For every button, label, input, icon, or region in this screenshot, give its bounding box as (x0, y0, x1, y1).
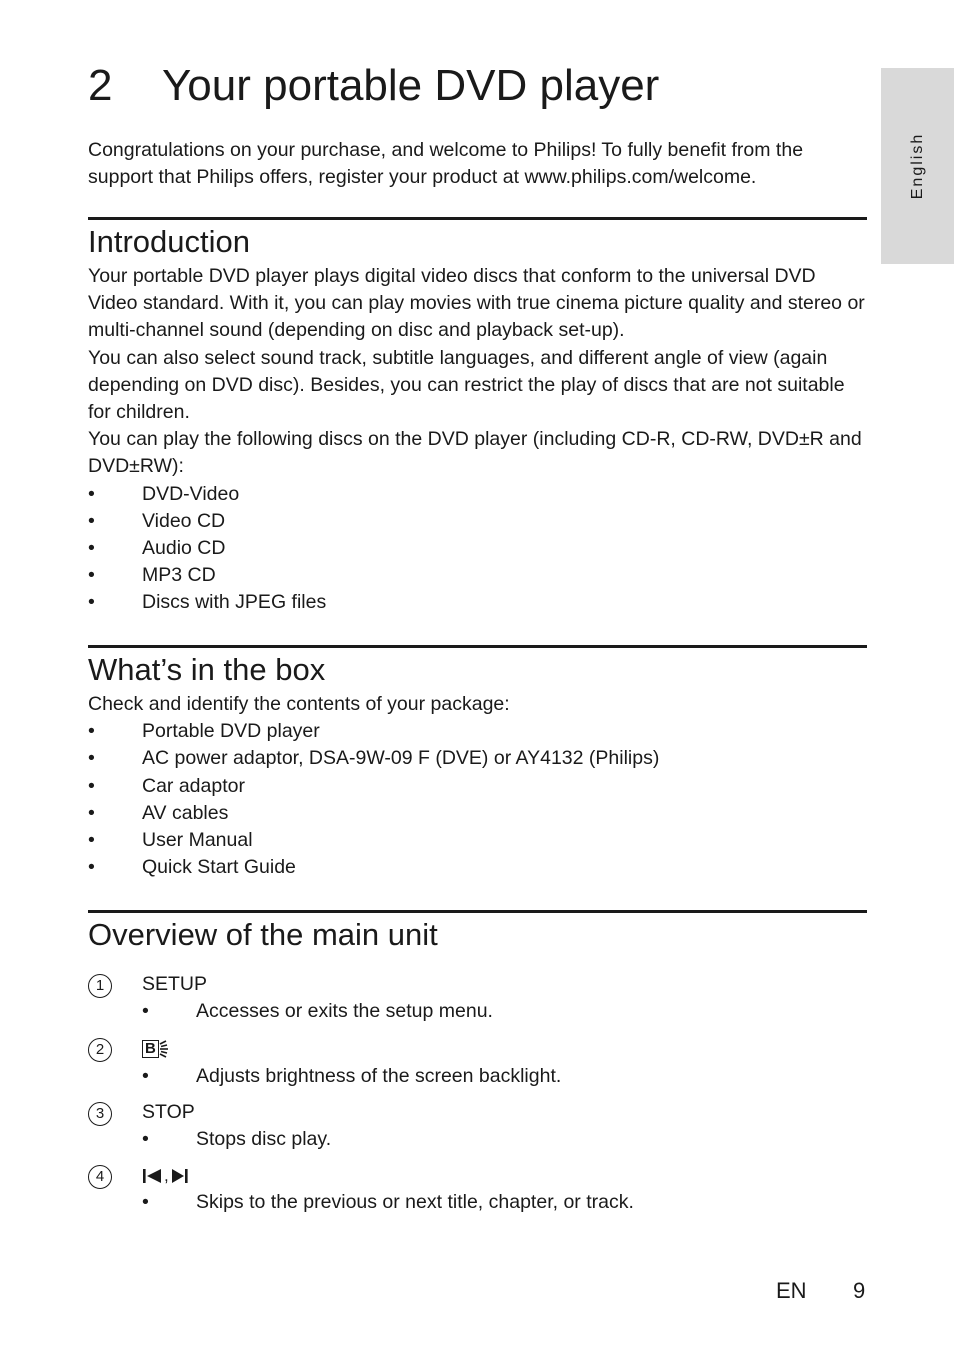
item-description-list (142, 1189, 867, 1216)
skip-keys (142, 1162, 867, 1189)
disc-list (88, 481, 867, 617)
brightness-icon-letter: B (142, 1040, 159, 1058)
list-item: • Quick Start Guide (88, 854, 867, 881)
list-item: • Accesses or exits the setup menu. (142, 998, 867, 1025)
intro-paragraph: You can play the following discs on the DVD player (including CD-R, CD-RW, DVD±R and DVD±RW): (88, 428, 862, 478)
list-item: • Discs with JPEG files (88, 589, 867, 616)
box-contents-section (88, 645, 867, 881)
skip-previous-next-icons (142, 1166, 189, 1186)
item-description-list (142, 998, 867, 1025)
brightness-key (142, 1035, 867, 1062)
intro-paragraph: You can also select sound track, subtitle languages, and different angle of view (again depending on DVD disc). Besides, you can restrict the play of discs that are not suitable for children. (88, 346, 845, 424)
skip-next-icon (171, 1168, 189, 1184)
item-description-list (142, 1126, 867, 1153)
footer-language: EN (776, 1278, 807, 1303)
overview-item (88, 1035, 867, 1089)
skip-previous-icon (142, 1168, 162, 1184)
chapter-number: 2 (88, 61, 113, 110)
brightness-icon (142, 1040, 169, 1058)
welcome-paragraph: Congratulations on your purchase, and welcome to Philips! To fully benefit from the support that Philips offers, register your product at www.philips.com/welcome. (88, 139, 804, 189)
overview-section (88, 910, 867, 1217)
item-number-circle: 1 (88, 974, 112, 998)
setup-key-label: SETUP (142, 973, 208, 995)
list-item: • Audio CD (88, 535, 867, 562)
overview-item (88, 1099, 867, 1153)
overview-item (88, 1162, 867, 1216)
list-item: • Portable DVD player (88, 718, 867, 745)
chapter-title-text: Your portable DVD player (162, 61, 660, 110)
page-number: 9 (853, 1278, 866, 1303)
list-item: • Video CD (88, 508, 867, 535)
introduction-heading: Introduction (88, 224, 250, 259)
chapter-title (88, 58, 659, 114)
intro-paragraph: Your portable DVD player plays digital video discs that conform to the universal DVD Video standard. With it, you can play movies with true cinema picture quality and stereo or multi-channel sound (depending on disc and playback set-up). (88, 265, 865, 342)
item-description-list (142, 1063, 867, 1090)
list-item: • User Manual (88, 827, 867, 854)
item-number-circle: 4 (88, 1165, 112, 1189)
sun-rays-icon (159, 1040, 169, 1058)
list-item: • MP3 CD (88, 562, 867, 589)
list-item: • AC power adaptor, DSA-9W-09 F (DVE) or AY4132 (Philips) (88, 745, 867, 772)
language-side-tab (881, 68, 954, 264)
item-number-circle: 3 (88, 1102, 112, 1126)
overview-heading: Overview of the main unit (88, 917, 438, 952)
list-item: • AV cables (88, 800, 867, 827)
stop-key-label: STOP (142, 1100, 195, 1123)
introduction-section (88, 217, 867, 617)
list-item: • Car adaptor (88, 773, 867, 800)
list-item: • Adjusts brightness of the screen backlight. (142, 1063, 867, 1090)
list-item: • Stops disc play. (142, 1126, 867, 1153)
list-item: • DVD-Video (88, 481, 867, 508)
item-number-circle: 2 (88, 1038, 112, 1062)
box-lead: Check and identify the contents of your package: (88, 693, 510, 715)
language-tab-label: English (908, 132, 926, 200)
overview-item (88, 971, 867, 1025)
box-heading: What’s in the box (88, 652, 326, 687)
box-list (88, 718, 867, 881)
list-item: • Skips to the previous or next title, chapter, or track. (142, 1189, 867, 1216)
icon-separator: , (164, 1165, 169, 1185)
